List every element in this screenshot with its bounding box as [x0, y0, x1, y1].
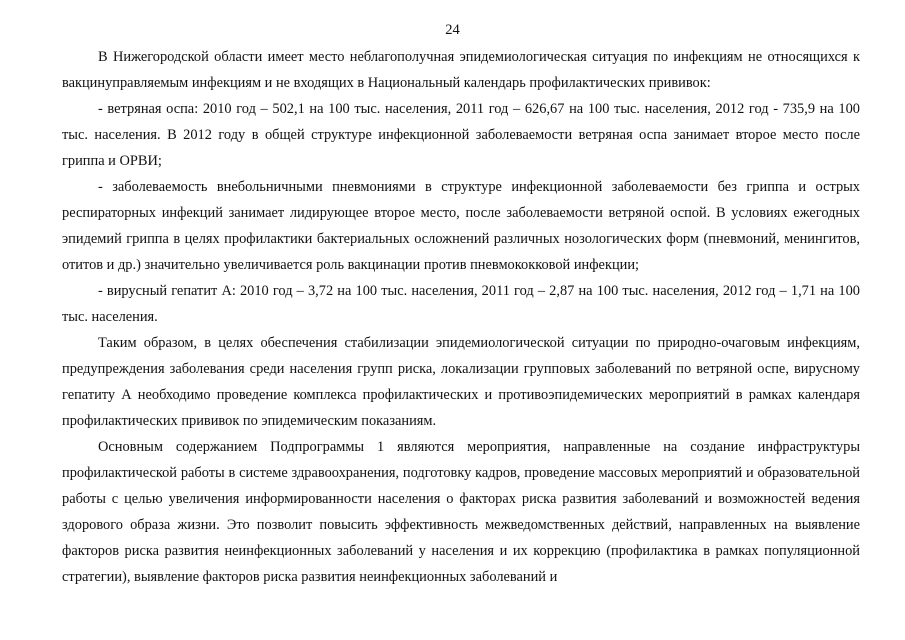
paragraph-epidemic-situation: В Нижегородской области имеет место неблагополучная эпидемиологическая ситуация по инфекциям не относящихся к вакцинуправляемым инфекциям и не входящих в Национальный календарь профилактических прививок: — [62, 49, 860, 91]
paragraph-subprogram-content: Основным содержанием Подпрограммы 1 являются мероприятия, направленные на создание инфраструктуры профилактической работы в системе здравоохранения, подготовку кадров, проведение массовых мероприятий и образовательной работы с целью увеличения информированности населения о факторах риска развития заболеваний и возможностей ведения здорового образа жизни. Это позволит повысить эффективность межведомственных действий, направленных на выявление факторов риска развития неинфекционных заболеваний у населения и их коррекцию (профилактика в рамках популяционной стратегии), выявление факторов риска развития неинфекционных заболеваний и — [62, 439, 860, 585]
paragraph-chickenpox: - ветряная оспа: 2010 год – 502,1 на 100 тыс. населения, 2011 год – 626,67 на 100 тыс. населения, 2012 год - 735,9 на 100 тыс. населения. В 2012 году в общей структуре инфекционной заболеваемости ветряная оспа занимает второе место после гриппа и ОРВИ; — [62, 101, 860, 169]
paragraph-pneumonia: - заболеваемость внебольничными пневмониями в структуре инфекционной заболеваемости без гриппа и острых респираторных инфекций занимает лидирующее второе место, после заболеваемости ветряной оспой. В условиях ежегодных эпидемий гриппа в целях профилактики бактериальных осложнений различных нозологических форм (пневмоний, менингитов, отитов и др.) значительно увеличивается роль вакцинации против пневмококковой инфекции; — [62, 179, 860, 273]
page-number: 24 — [445, 22, 460, 38]
paragraph-conclusion: Таким образом, в целях обеспечения стабилизации эпидемиологической ситуации по природно-очаговым инфекциям, предупреждения заболевания среди населения групп риска, локализации групповых заболеваний по ветряной оспе, вирусному гепатиту А необходимо проведение комплекса профилактических и противоэпидемических мероприятий в рамках календаря профилактических прививок по эпидемическим показаниям. — [62, 335, 860, 429]
paragraph-hepatitis-a: - вирусный гепатит А: 2010 год – 3,72 на 100 тыс. населения, 2011 год – 2,87 на 100 тыс. населения, 2012 год – 1,71 на 100 тыс. населения. — [62, 283, 860, 325]
document-body — [62, 44, 860, 590]
